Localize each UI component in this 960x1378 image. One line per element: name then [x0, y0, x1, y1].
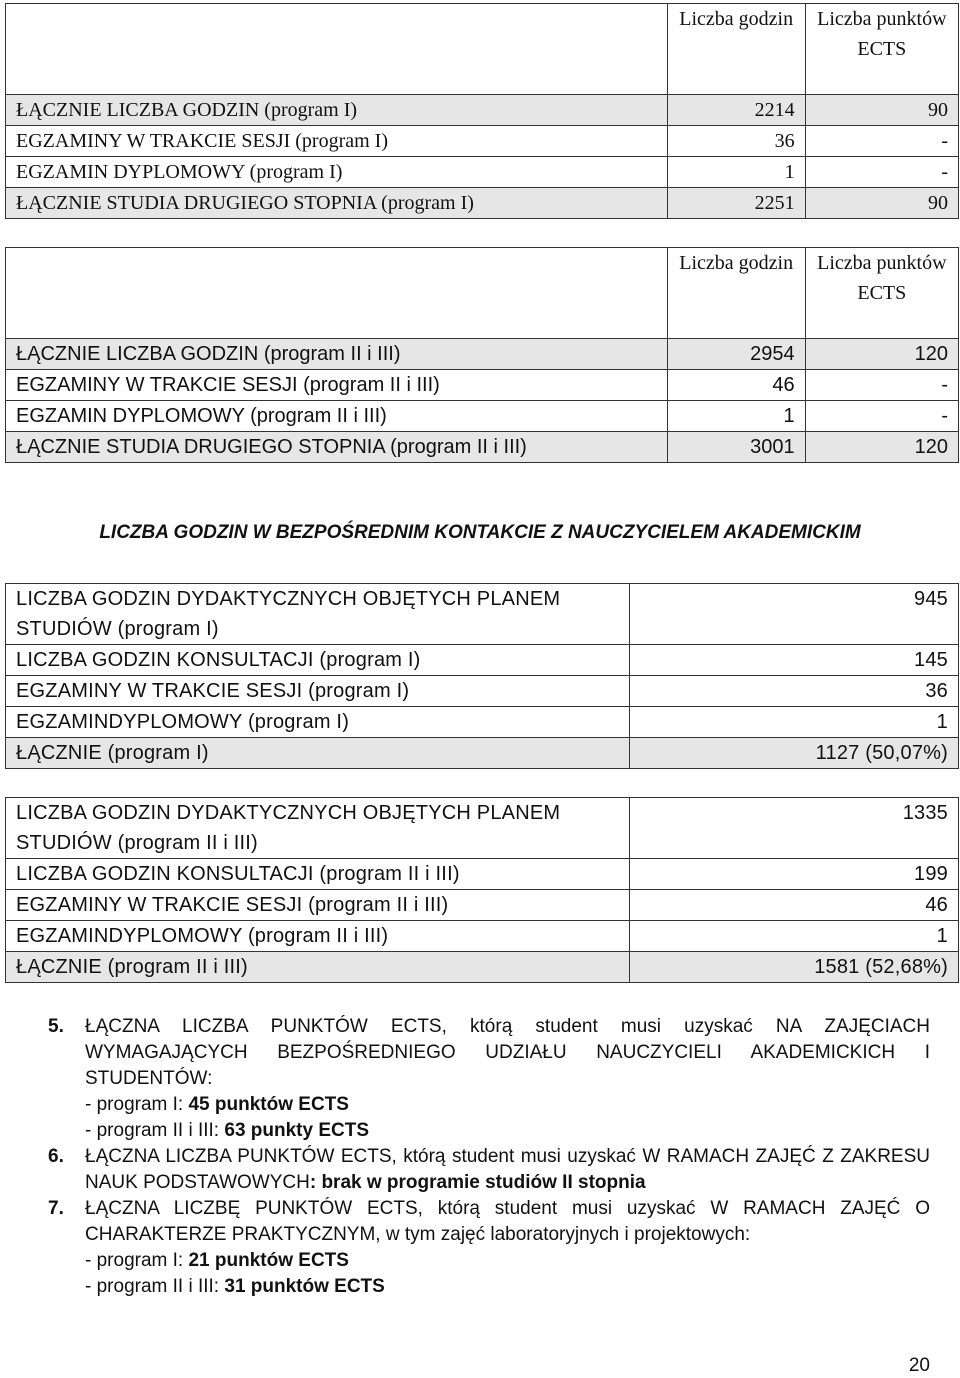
- item-number: 7.: [48, 1198, 64, 1219]
- item-7: [48, 1196, 930, 1300]
- table-row: [6, 707, 959, 738]
- item-body: [85, 1014, 930, 1144]
- subline-prefix: - program I:: [85, 1094, 189, 1115]
- item-subline: [85, 1118, 930, 1144]
- row-ects: -: [805, 157, 958, 188]
- item-subline: [85, 1092, 930, 1118]
- subline-value: 63 punkty ECTS: [224, 1120, 370, 1141]
- table-row: [6, 432, 959, 463]
- table-row: [6, 126, 959, 157]
- row-ects: -: [805, 126, 958, 157]
- row-label: ŁĄCZNIE STUDIA DRUGIEGO STOPNIA (program I): [6, 188, 668, 219]
- table-row: [6, 401, 959, 432]
- header-ects: Liczba punktów ECTS: [805, 4, 958, 95]
- item-body: [85, 1144, 930, 1196]
- subline-prefix: - program I:: [85, 1250, 189, 1271]
- subline-prefix: - program II i III:: [85, 1120, 225, 1141]
- row-value: 945: [630, 584, 959, 645]
- header-empty-cell: [6, 4, 668, 95]
- row-value: 46: [630, 890, 959, 921]
- table-row: [6, 952, 959, 983]
- row-label: ŁĄCZNIE STUDIA DRUGIEGO STOPNIA (program II i III): [6, 432, 668, 463]
- row-label: ŁĄCZNIE (program II i III): [6, 952, 630, 983]
- table-row: [6, 339, 959, 370]
- row-ects: -: [805, 401, 958, 432]
- row-hours: 36: [667, 126, 805, 157]
- row-hours: 3001: [667, 432, 805, 463]
- item-subline: [85, 1274, 930, 1300]
- item-6: [48, 1144, 930, 1196]
- table-row: [6, 370, 959, 401]
- contact-hours-heading: LICZBA GODZIN W BEZPOŚREDNIM KONTAKCIE Z NAUCZYCIELEM AKADEMICKIM: [99, 522, 861, 543]
- contact-hours-table-program-1: [5, 583, 959, 769]
- row-label: EGZAMIN DYPLOMOWY (program I): [6, 157, 668, 188]
- row-label: ŁĄCZNIE LICZBA GODZIN (program II i III): [6, 339, 668, 370]
- item-text: ŁĄCZNA LICZBA PUNKTÓW ECTS, którą student musi uzyskać NA ZAJĘCIACH WYMAGAJĄCYCH BEZPOŚREDNIEGO UDZIAŁU NAUCZYCIELI AKADEMICKICH I STUDENTÓW:: [85, 1016, 930, 1089]
- table-row: [6, 921, 959, 952]
- row-label: ŁĄCZNIE LICZBA GODZIN (program I): [6, 95, 668, 126]
- table-row: [6, 676, 959, 707]
- subline-value: 45 punktów ECTS: [188, 1094, 349, 1115]
- row-label: ŁĄCZNIE (program I): [6, 738, 630, 769]
- summary-table-program-1: [5, 3, 959, 219]
- summary-table-program-2-3: [5, 247, 959, 463]
- header-ects: Liczba punktów ECTS: [805, 248, 958, 339]
- row-ects: 90: [805, 95, 958, 126]
- row-label: EGZAMINY W TRAKCIE SESJI (program II i III): [6, 370, 668, 401]
- row-hours: 1: [667, 157, 805, 188]
- row-label: EGZAMINY W TRAKCIE SESJI (program II i III): [6, 890, 630, 921]
- row-hours: 2954: [667, 339, 805, 370]
- header-hours: Liczba godzin: [667, 248, 805, 339]
- row-value: 199: [630, 859, 959, 890]
- contact-hours-table-program-2-3: [5, 797, 959, 983]
- table-header-row: [6, 4, 959, 95]
- subline-value: 21 punktów ECTS: [188, 1250, 349, 1271]
- row-label: EGZAMIN DYPLOMOWY (program II i III): [6, 401, 668, 432]
- item-subline: [85, 1248, 930, 1274]
- numbered-items: [48, 1014, 930, 1300]
- header-hours: Liczba godzin: [667, 4, 805, 95]
- row-label: LICZBA GODZIN KONSULTACJI (program II i III): [6, 859, 630, 890]
- row-ects: 120: [805, 432, 958, 463]
- row-value: 1: [630, 921, 959, 952]
- table-row: [6, 95, 959, 126]
- table-row: [6, 798, 959, 859]
- table-row: [6, 890, 959, 921]
- subline-value: 31 punktów ECTS: [224, 1276, 385, 1297]
- row-ects: 120: [805, 339, 958, 370]
- row-value: 1335: [630, 798, 959, 859]
- row-hours: 46: [667, 370, 805, 401]
- table-row: [6, 859, 959, 890]
- item-5: [48, 1014, 930, 1144]
- item-text: ŁĄCZNA LICZBĘ PUNKTÓW ECTS, którą student musi uzyskać W RAMACH ZAJĘĆ O CHARAKTERZE PRAKTYCZNYM, w tym zajęć laboratoryjnych i projektowych:: [85, 1198, 930, 1245]
- row-hours: 1: [667, 401, 805, 432]
- row-label: EGZAMINDYPLOMOWY (program I): [6, 707, 630, 738]
- page-number: 20: [908, 1355, 930, 1376]
- table-row: [6, 188, 959, 219]
- table-row: [6, 157, 959, 188]
- item-colon: :: [309, 1172, 322, 1193]
- row-value: 1581 (52,68%): [630, 952, 959, 983]
- row-label: EGZAMINDYPLOMOWY (program II i III): [6, 921, 630, 952]
- table-row: [6, 738, 959, 769]
- row-value: 1: [630, 707, 959, 738]
- row-label: LICZBA GODZIN DYDAKTYCZNYCH OBJĘTYCH PLANEM STUDIÓW (program I): [6, 584, 630, 645]
- row-hours: 2251: [667, 188, 805, 219]
- row-value: 36: [630, 676, 959, 707]
- row-hours: 2214: [667, 95, 805, 126]
- table-row: [6, 584, 959, 645]
- item-body: [85, 1196, 930, 1300]
- row-value: 145: [630, 645, 959, 676]
- row-value: 1127 (50,07%): [630, 738, 959, 769]
- item-value: brak w programie studiów II stopnia: [321, 1172, 646, 1193]
- row-label: LICZBA GODZIN DYDAKTYCZNYCH OBJĘTYCH PLANEM STUDIÓW (program II i III): [6, 798, 630, 859]
- item-number: 5.: [48, 1016, 64, 1037]
- subline-prefix: - program II i III:: [85, 1276, 225, 1297]
- item-text: ŁĄCZNA LICZBA PUNKTÓW ECTS, którą student musi uzyskać W RAMACH ZAJĘĆ Z ZAKRESU NAUK PODSTAWOWYCH: [85, 1146, 930, 1193]
- row-ects: 90: [805, 188, 958, 219]
- item-number: 6.: [48, 1146, 64, 1167]
- table-row: [6, 645, 959, 676]
- row-label: LICZBA GODZIN KONSULTACJI (program I): [6, 645, 630, 676]
- row-ects: -: [805, 370, 958, 401]
- row-label: EGZAMINY W TRAKCIE SESJI (program I): [6, 676, 630, 707]
- header-empty-cell: [6, 248, 668, 339]
- table-header-row: [6, 248, 959, 339]
- row-label: EGZAMINY W TRAKCIE SESJI (program I): [6, 126, 668, 157]
